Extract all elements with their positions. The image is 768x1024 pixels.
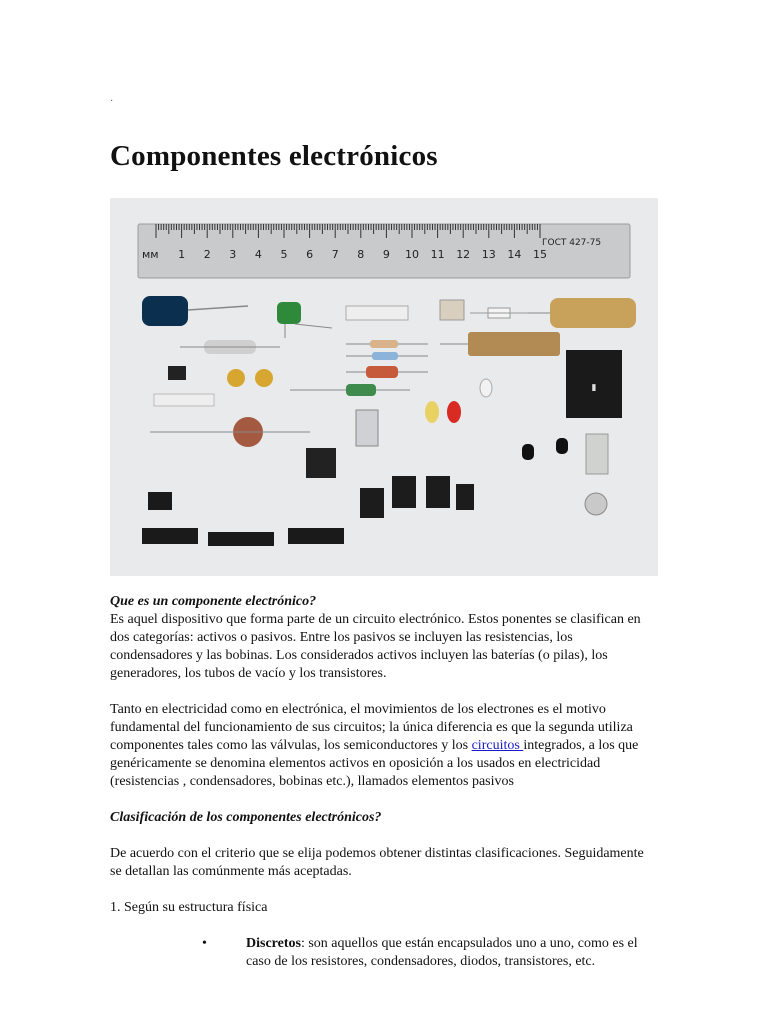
ruler-tick-label: 2 — [203, 248, 211, 261]
ruler-tick-label: 8 — [357, 248, 365, 261]
bullet-list-item: • Discretos: son aquellos que están encapsulados uno a uno, como es el caso de los resistores, condensadores, diodos, transistores, etc. — [202, 936, 638, 969]
trimmer — [440, 300, 464, 320]
section-heading: Clasificación de los componentes electrónicos? — [110, 810, 382, 825]
ruler-tick-label: 14 — [507, 248, 522, 261]
yellow-led — [425, 401, 439, 423]
ruler — [138, 224, 630, 278]
relay — [566, 350, 622, 418]
paragraph: Tanto en electricidad como en electrónica, el movimientos de los electrones es el motivo fundamental del funcionamiento de sus circuitos; la única diferencia es que la segunda utiliza componentes tales como las válvulas, los semiconductores y los circuitos integrados, a los que genéricamente se denomina elementos activos en oposición a los usados en electricidad (resistencias , condensadores, bobinas etc.), llamados elementos pasivos — [110, 702, 639, 789]
metal-can-transistor — [585, 493, 607, 515]
paragraph: De acuerdo con el criterio que se elija podemos obtener distintas clasificaciones. Seguidamente se detallan las comúnmente más aceptadas. — [110, 846, 644, 879]
paragraph: Es aquel dispositivo que forma parte de un circuito electrónico. Estos ponentes se clasifican en dos categorías: activos o pasivos. Entre los pasivos se incluyen las resistencias, los condensadores y las bobinas. Los considerados activos incluyen las baterías (o pilas), los generadores, los tubos de vacío y los transistores. — [110, 612, 641, 681]
bridge-rectifier — [306, 448, 336, 478]
resistor-strip — [346, 306, 408, 320]
page-title: Componentes electrónicos — [110, 140, 438, 172]
diode-strip — [154, 394, 214, 406]
red-led — [447, 401, 461, 423]
ruler-tick-label: 10 — [405, 248, 419, 261]
ceramic-capacitor-2 — [255, 369, 273, 387]
circuitos-link[interactable]: circuitos — [471, 738, 524, 753]
bullet-symbol: • — [202, 936, 207, 951]
ruler-unit: мм — [142, 248, 159, 261]
page-mark: · — [110, 96, 114, 107]
metal-relay — [586, 434, 608, 474]
section-heading: Que es un componente electrónico? — [110, 594, 317, 609]
ruler-tick-label: 12 — [456, 248, 471, 261]
ruler-tick-label: 7 — [331, 248, 339, 261]
document-body — [110, 593, 658, 971]
ruler-tick-label: 15 — [533, 248, 547, 261]
ruler-tick-label: 5 — [280, 248, 288, 261]
ruler-tick-label: 3 — [229, 248, 237, 261]
smd-chip — [168, 366, 186, 380]
clear-led — [480, 379, 492, 397]
components-illustration — [110, 198, 658, 576]
numbered-list-item: 1. Según su estructura física — [110, 900, 268, 915]
ruler-tick-label: 6 — [306, 248, 314, 261]
ruler-tick-label: 11 — [430, 248, 445, 261]
ruler-tick-label: 4 — [254, 248, 262, 261]
crystal — [356, 410, 378, 446]
ceramic-capacitor-1 — [227, 369, 245, 387]
ruler-tick-label: 13 — [481, 248, 496, 261]
ruler-tick-label: 1 — [178, 248, 186, 261]
term: Discretos — [246, 936, 301, 951]
electronic-components-photo — [110, 198, 658, 576]
ruler-label: ГОСТ 427-75 — [542, 238, 602, 248]
ruler-tick-label: 9 — [382, 248, 390, 261]
svg-text:▮: ▮ — [591, 383, 597, 393]
